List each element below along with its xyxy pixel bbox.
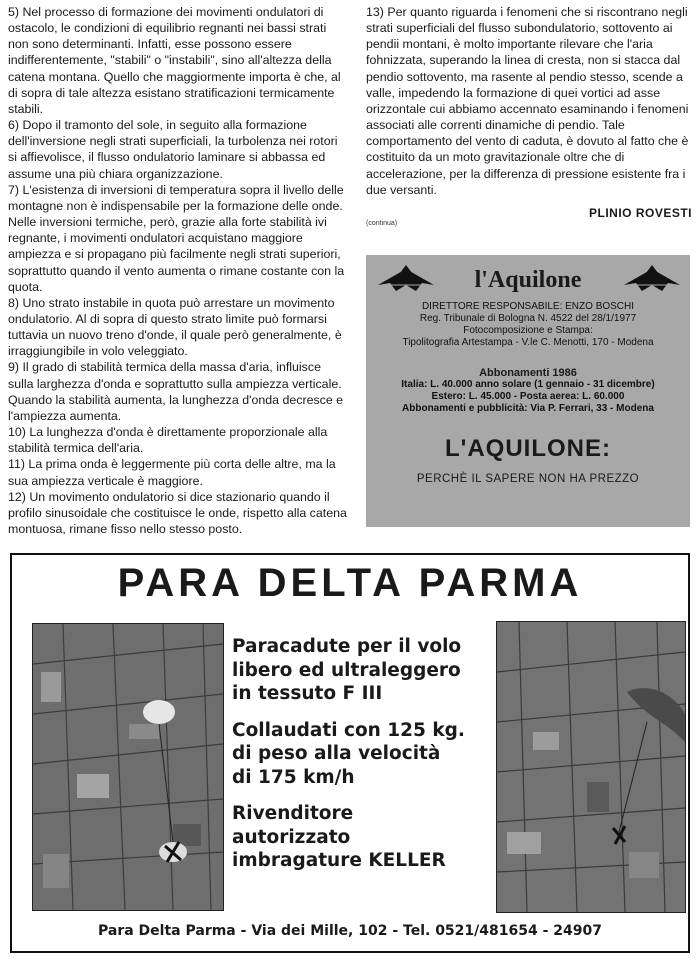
continued-note: (continua): [366, 220, 398, 227]
paragraph-9: 9) Il grado di stabilità termica della massa d'aria, influisce sulla larghezza d'onda e soprattutto sulla ampiezza verticale. Quando la stabilità aumenta, la lunghezza d'onda decresce e l'ampiezza aumenta.: [8, 360, 344, 423]
registry-line: Reg. Tribunale di Bologna N. 4522 del 28/1/1977: [419, 313, 637, 324]
ad-text-group-tested: [232, 719, 492, 790]
ad-description: [232, 635, 492, 886]
subscription-italy: Italia: L. 40.000 anno solare (1 gennaio - 31 dicembre): [401, 379, 655, 390]
subscription-abroad: Estero: L. 45.000 - Posta aerea: L. 60.000: [431, 391, 625, 402]
aquilone-logo: l'Aquilone: [474, 267, 582, 293]
ad-text-line: di 175 km/h: [232, 766, 355, 788]
paragraph-12: 12) Un movimento ondulatorio si dice stazionario quando il profilo sinusoidale che costituisce le onde, rispetto alla catena montuosa, rimane fisso nello stesso posto.: [8, 489, 347, 536]
paragraph-5: 5) Nel processo di formazione dei movimenti ondulatori di ostacolo, le condizioni di equilibrio regnanti nei bassi strati non sono determinanti. Infatti, esse possono essere indifferentemente, "stabili" o "instabili", sino all'altezza della catena montana. Quello che maggiormente importa è che, al di sopra di tale altezza esistano stratificazioni termicamente stabili.: [8, 5, 341, 116]
ad-text-line: imbragature KELLER: [232, 850, 446, 871]
paragraph-13: 13) Per quanto riguarda i fenomeni che si riscontrano negli strati superficiali del flusso subondulatorio, sottovento ai pendii montani, è molto importante rilevare che l'aria fohnizzata, superando la linea di cresta, non si stacca dal pendio sottovento, ma rasente al pendio stesso, scende a valle, impedendo la formazione di quei vortici ad asse orizzontale cui abbiamo accennato esaminando i fenomeni associati alle correnti dinamiche di pendio. Tale comportamento del vento di caduta, è dovuto al fatto che è costituito da un moto gravitazionale oltre che di accelerazione, per la differenza di pressione esistente fra i due versanti.: [366, 5, 689, 197]
aerial-photo-parachute-left: [32, 623, 224, 911]
printer-line: Tipolitografia Artestampa - V.le C. Menotti, 170 - Modena: [402, 337, 654, 348]
author-name: PLINIO ROVESTI: [588, 206, 692, 220]
aquilone-header: [366, 261, 690, 301]
ad-text-group-fabric: [232, 635, 492, 706]
paragraph-6: 6) Dopo il tramonto del sole, in seguito alla formazione dell'inversione negli strati superficiali, la turbolenza nei rotori si affievolisce, il flusso ondulatorio laminare si abbassa ed assume una più chiara organizzazione.: [8, 118, 338, 181]
paragraph-7: 7) L'esistenza di inversioni di temperatura sopra il livello delle montagne non è indispensabile per la formazione delle onde. Nelle inversioni termiche, però, grazie alla forte stabilità ivi regnante, i movimenti ondulatori acquistano maggiore ampiezza e si propagano più facilmente negli strati superiori, soprattutto quando il vento aumenta o rimane costante con la quota.: [8, 182, 345, 294]
para-delta-parma-ad: [10, 553, 690, 953]
subscriptions-title: Abbonamenti 1986: [479, 367, 577, 379]
ad-text-line: Rivenditore: [232, 803, 354, 824]
director-line: DIRETTORE RESPONSABILE: ENZO BOSCHI: [421, 301, 635, 312]
aquilone-masthead-box: [366, 255, 690, 527]
aquilone-slogan: PERCHÈ IL SAPERE NON HA PREZZO: [416, 473, 640, 485]
paragraph-8: 8) Uno strato instabile in quota può arrestare un movimento ondulatorio. Al di sopra di questo strato limite può formarsi tuttavia un nuovo treno d'onde, il quale però generalmente, è irraggiungibile in volo veleggiato.: [8, 295, 342, 359]
subscription-address: Abbonamenti e pubblicità: Via P. Ferrari, 33 - Modena: [402, 403, 654, 414]
article-left-column: [8, 4, 348, 537]
ad-title: PARA DELTA PARMA: [117, 561, 583, 605]
paragraph-11: 11) La prima onda è leggermente più corta delle altre, ma la sua ampiezza verticale è maggiore.: [8, 457, 336, 488]
composition-line: Fotocomposizione e Stampa:: [463, 325, 593, 336]
ad-text-line: in tessuto F III: [232, 683, 383, 704]
eagle-icon: [622, 263, 682, 297]
article-right-column: [366, 4, 692, 198]
ad-text-line: Paracadute per il volo: [232, 636, 462, 657]
ad-text-line: autorizzato: [232, 826, 351, 848]
ad-footer-contact: Para Delta Parma - Via dei Mille, 102 - Tel. 0521/481654 - 24907: [98, 923, 602, 939]
aquilone-headline: L'AQUILONE:: [444, 435, 612, 462]
paragraph-10: 10) La lunghezza d'onda è direttamente proporzionale alla stabilità termica dell'aria.: [8, 425, 328, 456]
ad-text-line: di peso alla velocità: [232, 743, 441, 764]
ad-text-line: libero ed ultraleggero: [232, 659, 461, 681]
aerial-photo-parachute-right: [496, 621, 686, 913]
ad-text-line: Collaudati con 125 kg.: [232, 719, 465, 741]
ad-text-group-dealer: [232, 802, 492, 873]
